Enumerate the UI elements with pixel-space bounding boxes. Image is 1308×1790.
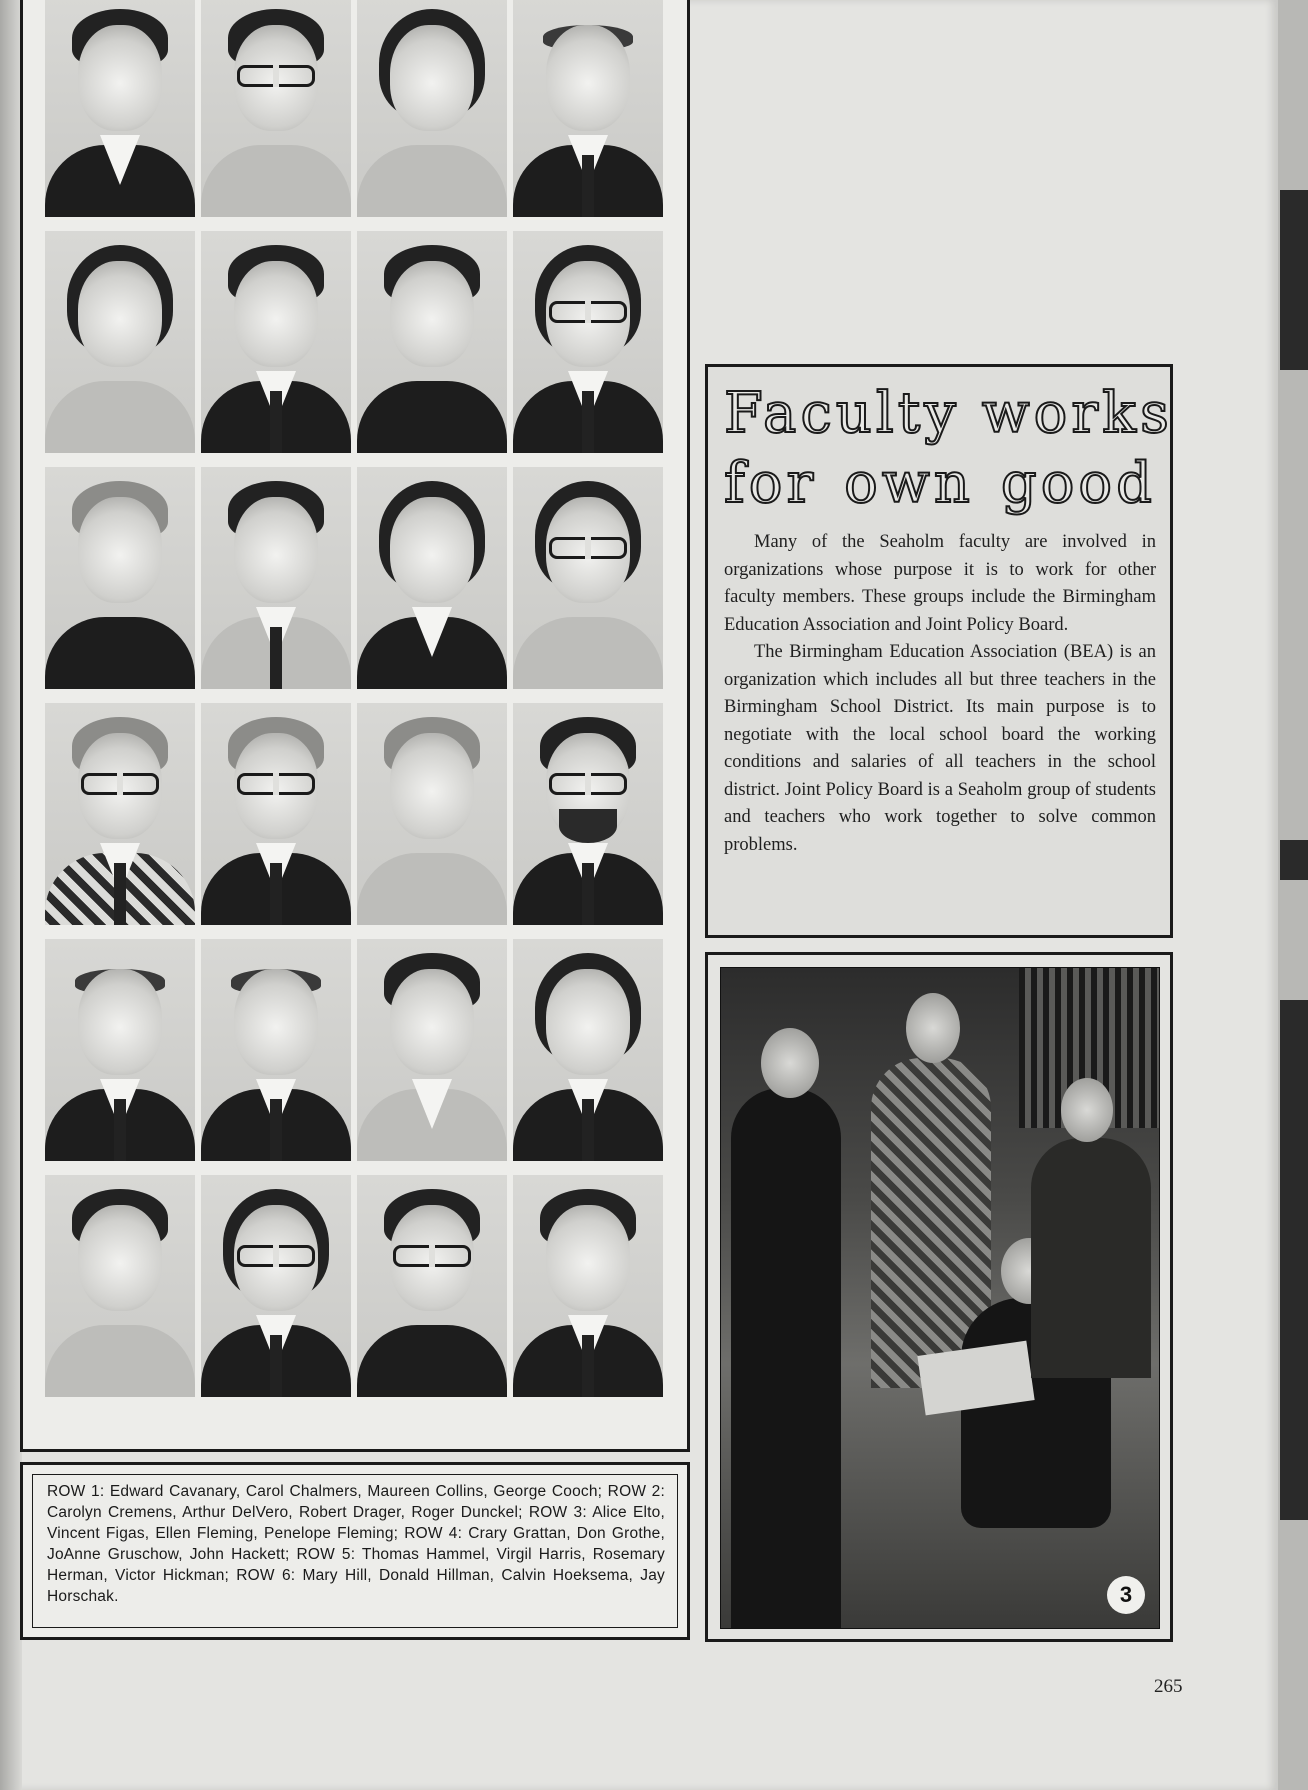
face-plaid-jacket [906, 993, 960, 1063]
portrait-crary-grattan [45, 703, 195, 925]
story-box [705, 364, 1173, 938]
portrait-joanne-gruschow [357, 703, 507, 925]
portrait-caption-box [20, 1462, 690, 1640]
adjacent-page-photo-edge-lower [1280, 1000, 1308, 1520]
figure-standing-left [731, 1088, 841, 1629]
portrait-edward-cavanary [45, 0, 195, 217]
headline-line-2: for own good [724, 451, 1156, 516]
portrait-thomas-hammel [45, 939, 195, 1161]
face-standing-left [761, 1028, 819, 1098]
portrait-carolyn-cremens [45, 231, 195, 453]
adjacent-page-stripe [1280, 840, 1308, 880]
portrait-caption: ROW 1: Edward Cavanary, Carol Chalmers, Maureen Collins, George Cooch; ROW 2: Carolyn Cremens, Arthur DelVero, Robert Drager, Roger Dunckel; ROW 3: Alice Elto, Vincent Figas, Ellen Fleming, Penelope Fleming; ROW 4: Crary Grattan, Don Grothe, JoAnne Gruschow, John Hackett; ROW 5: Thomas Hammel, Virgil Harris, Rosemary Herman, Victor Hickman; ROW 6: Mary Hill, Donald Hillman, Calvin Hoeksema, Jay Horschak. [32, 1474, 678, 1628]
portrait-george-cooch [513, 0, 663, 217]
portrait-calvin-hoeksema [357, 1175, 507, 1397]
portrait-victor-hickman [513, 939, 663, 1161]
portrait-carol-chalmers [201, 0, 351, 217]
portrait-virgil-harris [201, 939, 351, 1161]
portrait-maureen-collins [357, 0, 507, 217]
portrait-donald-hillman [201, 1175, 351, 1397]
portrait-arthur-delvero [201, 231, 351, 453]
portrait-john-hackett [513, 703, 663, 925]
adjacent-page-photo-edge [1280, 190, 1308, 370]
portrait-jay-horschak [513, 1175, 663, 1397]
headline-line-1: Faculty works [724, 381, 1173, 446]
headline [724, 379, 1173, 519]
portrait-roger-dunckel [513, 231, 663, 453]
figure-right-teacher [1031, 1138, 1151, 1378]
group-photo-box [705, 952, 1173, 1642]
portrait-robert-drager [357, 231, 507, 453]
face-right-teacher [1061, 1078, 1113, 1142]
portrait-rosemary-herman [357, 939, 507, 1161]
story-paragraph-1: Many of the Seaholm faculty are involved in organizations whose purpose it is to work for other faculty members. These groups include the Birmingham Education Association and Joint Policy Board. [724, 532, 1156, 635]
spine-shadow [0, 0, 22, 1790]
story-paragraph-2: The Birmingham Education Association (BEA) is an organization which includes all but three teachers in the Birmingham School District. Its main purpose is to negotiate with the local school board the working conditions and salaries of all teachers in the school district. Joint Policy Board is a Seaholm group of students and teachers who work together to solve common problems. [724, 642, 1156, 855]
story-body [724, 529, 1156, 859]
faculty-portrait-grid [20, 0, 690, 1452]
portrait-alice-elto [45, 467, 195, 689]
group-photo [720, 967, 1160, 1629]
portrait-vincent-figas [201, 467, 351, 689]
photo-number-badge: 3 [1107, 1576, 1145, 1614]
portrait-mary-hill [45, 1175, 195, 1397]
portrait-don-grothe [201, 703, 351, 925]
portrait-penelope-fleming [513, 467, 663, 689]
page-number: 265 [1154, 1676, 1183, 1697]
portrait-ellen-fleming [357, 467, 507, 689]
